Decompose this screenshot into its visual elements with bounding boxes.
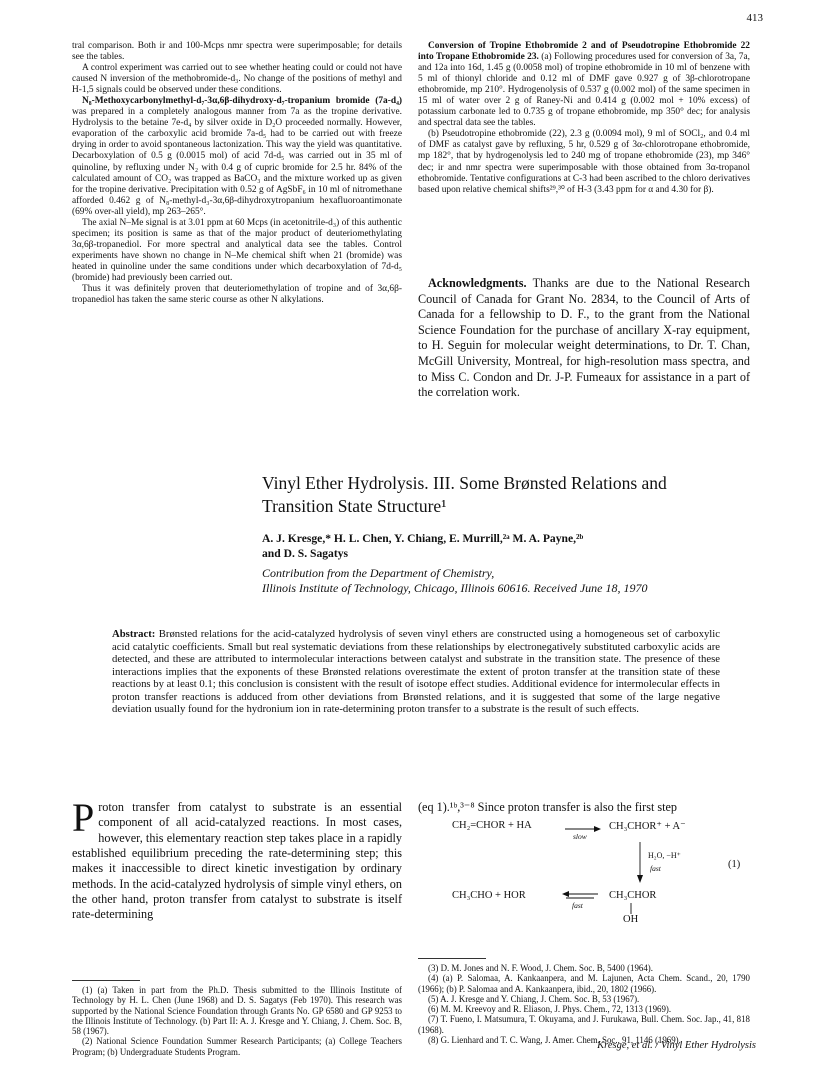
paragraph: tral comparison. Both ir and 100-Mcps nmr spectra were superimposable; for details see the tables.	[72, 41, 402, 63]
affiliation-line: Illinois Institute of Technology, Chicago, Illinois 60616. Received June 18, 1970	[262, 581, 648, 596]
authors-line: A. J. Kresge,* H. L. Chen, Y. Chiang, E. Murrill,²ᵃ M. A. Payne,²ᵇ	[262, 532, 584, 545]
footnote-divider	[72, 980, 140, 981]
acknowledgments-heading: Acknowledgments.	[428, 276, 527, 290]
paragraph-text: (a) Following procedures used for conversion of 3a, 7a, and 12a into 16d, 1.45 g (0.0058 mol) of tropine ethobromide in 10 ml of benzene with 5 ml of thionyl chloride and 0.12 ml of DMF gave 0.927 g of 3β-chlorotropane ethobromide, mp 210°. Hydrogenolysis of 0.537 g (0.002 mol) of the same specimen in 15 ml of water over 2 g of Raney-Ni and 0.414 g (0.002 mol + 10% excess) of potassium carbonate led to 0.735 g of tropane ethobromide, mp 350° dec; for analysis and spectral data see the tables.	[418, 52, 750, 129]
page-number: 413	[746, 12, 763, 24]
paragraph	[418, 41, 750, 129]
paragraph: A control experiment was carried out to see whether heating could or could not have caused N inversion of the methobromide-d₃. No change of the positions of methyl and H-1,5 signals could be observed under these conditions.	[72, 63, 402, 96]
footnotes-right	[418, 963, 750, 1045]
footnote: (1) (a) Taken in part from the Ph.D. Thesis submitted to the Illinois Institute of Technology by H. L. Chen (June 1968) and D. S. Sagatys (Feb 1970). This research was supported by the National Science Foundation through Grants No. GP 6580 and GP 9253 to the Illinois Institute of Technology. (b) Part II: A. J. Kresge and Y. Chiang, J. Chem. Soc. B, 58 (1967).	[72, 985, 402, 1037]
footnote: (5) A. J. Kresge and Y. Chiang, J. Chem. Soc. B, 53 (1967).	[428, 993, 640, 1004]
paragraph	[72, 96, 402, 218]
affiliation	[262, 566, 752, 596]
title-line: Transition State Structure¹	[262, 496, 447, 516]
affiliation-line: Contribution from the Department of Chemistry,	[262, 566, 495, 580]
footnote-divider	[418, 958, 486, 959]
drop-cap: P	[72, 795, 95, 840]
title-line: Vinyl Ether Hydrolysis. III. Some Brønsted Relations and	[262, 473, 667, 493]
footnotes-left	[72, 985, 402, 1057]
abstract-label: Abstract:	[112, 628, 156, 640]
introduction-text: roton transfer from catalyst to substrate is an essential component of all acid-catalyzed reactions. In most cases, however, this elementary reaction step takes place in a rapidly established equilibrium preceding the rate-determining step; this makes it inaccessible to direct kinetic investigation by ordinary methods. In the acid-catalyzed hydrolysis of simple vinyl ethers, on the other hand, proton transfer from catalyst to substrate is itself rate-determining	[72, 800, 402, 922]
fast-label: fast	[572, 901, 583, 910]
abstract-text: Brønsted relations for the acid-catalyzed hydrolysis of seven vinyl ethers are constructed using a homogeneous set of carboxylic acid catalytic coefficients. Small but real systematic deviations from these relationships by electronegatively substituted carboxylic acids are detected, and these are attributed to intermolecular interactions between catalyst and substrate in the transition state. The presence of these interactions implies that the exponents of these Brønsted relations overestimate the extent of proton transfer at the transition state of these reactions by at least 0.1; this conclusion is consistent with the result of isotope effect studies. Additional evidence for intermolecular effects in proton transfer reactions is adduced from other deviations from Brønsted relations, and it is suggested that some of the large negative deviation usually found for the hydronium ion in rate-determining proton transfer to a substrate is the result of such effects.	[112, 628, 720, 716]
running-footer: Kresge, et al. / Vinyl Ether Hydrolysis	[597, 1040, 756, 1051]
acknowledgments-text: Thanks are due to the National Research Council of Canada for Grant No. 2834, to the Council of Arts of Canada for a fellowship to D. F., to the grant from the National Science Foundation for the purchase of ancillary X-ray equipment, to H. Seguin for molecular weight determinations, to Dr. T. Chan, McGill University, Montreal, for high-resolution mass spectra, and to Miss C. Condon and Dr. J-P. Fumeaux for assistance in a part of the correlation work.	[418, 276, 750, 400]
authors	[262, 531, 752, 561]
eq-hydroxyl: OH	[623, 914, 639, 925]
compound-heading: N₈-Methoxycarbonylmethyl-d₇-3α,6β-dihydroxy-d₇-tropanium bromide (7a-d₄)	[82, 96, 402, 107]
eq-products: CH₃CHOR⁺ + A⁻	[609, 821, 686, 832]
equation-number: (1)	[728, 859, 741, 870]
authors-line: and D. S. Sagatys	[262, 547, 349, 560]
footnote: (8) G. Lienhard and T. C. Wang, J. Amer. Chem. Soc., 91, 1146 (1969).	[428, 1035, 681, 1046]
eq-reactants: CH₂=CHOR + HA	[452, 820, 532, 831]
footnote: (6) M. M. Kreevoy and R. Eliason, J. Phys. Chem., 72, 1313 (1969).	[428, 1004, 672, 1015]
hydration-label: H₂O, −H⁺	[648, 851, 681, 860]
section-heading: Conversion of Tropine Ethobromide 2 and of Pseudotropine Ethobromide 22 into Tropane Ethobromide 23.	[418, 41, 750, 63]
eq-final-products: CH₃CHO + HOR	[452, 890, 526, 901]
footnote: (4) (a) P. Salomaa, A. Kankaanpera, and M. Lajunen, Acta Chem. Scand., 20, 1790 (1966); (b) P. Salomaa and A. Kankaanpera, ibid., 20, 1802 (1966).	[418, 973, 750, 994]
paragraph: (b) Pseudotropine ethobromide (22), 2.3 g (0.0094 mol), 9 ml of SOCl₂, and 0.4 ml of DMF as catalyst gave by refluxing, 5 hr, 0.529 g of 3α-chlorotropane ethobromide, mp 182°, that by hydrogenolysis led to 240 mg of tropane ethobromide (23), mp 346° dec; ir and nmr spectra were superimposable with those obtained from 3α-tropanol ethobromide. Tentative configurations at C-3 had been ascribed to the chloro derivatives based upon relative chemical shifts²⁹,³⁰ of H-3 (3.43 ppm for α and 4.30 for β).	[418, 129, 750, 195]
down-arrow-icon	[634, 840, 648, 884]
paragraph: The axial N–Me signal is at 3.01 ppm at 60 Mcps (in acetonitrile-d₃) of this authentic specimen; its position is same as that of the major product of deuteriomethylating 3α,6β-tropanediol. For more spectral and analytical data see the tables. Control experiments have shown no change in N–Me chemical shift when 21 (bromide) was heated in quinoline under the same conditions under which decarboxylation of 7d-d₅ (bromide) had previously been carried out.	[72, 217, 402, 283]
right-column-text	[418, 41, 750, 196]
article-title	[262, 472, 752, 518]
left-column-text	[72, 41, 402, 306]
eq-hemiacetal: CH₃CHOR	[609, 890, 657, 901]
slow-label: slow	[573, 832, 587, 841]
footnote: (3) D. M. Jones and N. F. Wood, J. Chem. Soc. B, 5400 (1964).	[428, 963, 653, 973]
equation-intro: (eq 1).¹ᵇ,³⁻⁸ Since proton transfer is also the first step	[418, 800, 678, 814]
acknowledgments	[418, 276, 750, 401]
introduction	[72, 795, 402, 923]
footnote: (7) T. Fueno, I. Matsumura, T. Okuyama, and J. Furukawa, Bull. Chem. Soc. Jap., 41, 818 (1968).	[418, 1014, 750, 1035]
abstract	[112, 628, 720, 716]
fast-label: fast	[650, 864, 661, 873]
footnote: (2) National Science Foundation Summer Research Participants; (a) College Teachers Program; (b) Undergraduate Students Program.	[72, 1036, 402, 1057]
paragraph: Thus it was definitely proven that deuteriomethylation of tropine and of 3α,6β-tropanediol has taken the same steric course as other N alkylations.	[72, 284, 402, 306]
paragraph-text: was prepared in a completely analogous manner from 7a as the tropine derivative. Hydrolysis to the betaine 7e-d₄ by silver oxide in D₂O proceeded normally. However, evaporation of the carboxylic acid bromide 7a-d₅ had to be carried out with freeze drying in order to avoid spontaneous lactonization. This way the yield was quantitative. Decarboxylation of 0.5 g (0.0015 mol) of acid 7d-d₅ was carried out in 35 ml of quinoline, by refluxing under N₂ with 0.4 g of cupric bromide for 2.5 hr. 84% of the calculated amount of CO₂ was trapped as BaCO₃ and the mixture worked up as given for the tropine derivative. Precipitation with 0.52 g of AgSbF₆ in 10 ml of nitromethane afforded 0.462 g of N₈-methyl-d₃-3α,6β-dihydroxytropanium hexafluoroantimonate (69% over-all yield), mp 263–265°.	[72, 107, 402, 217]
